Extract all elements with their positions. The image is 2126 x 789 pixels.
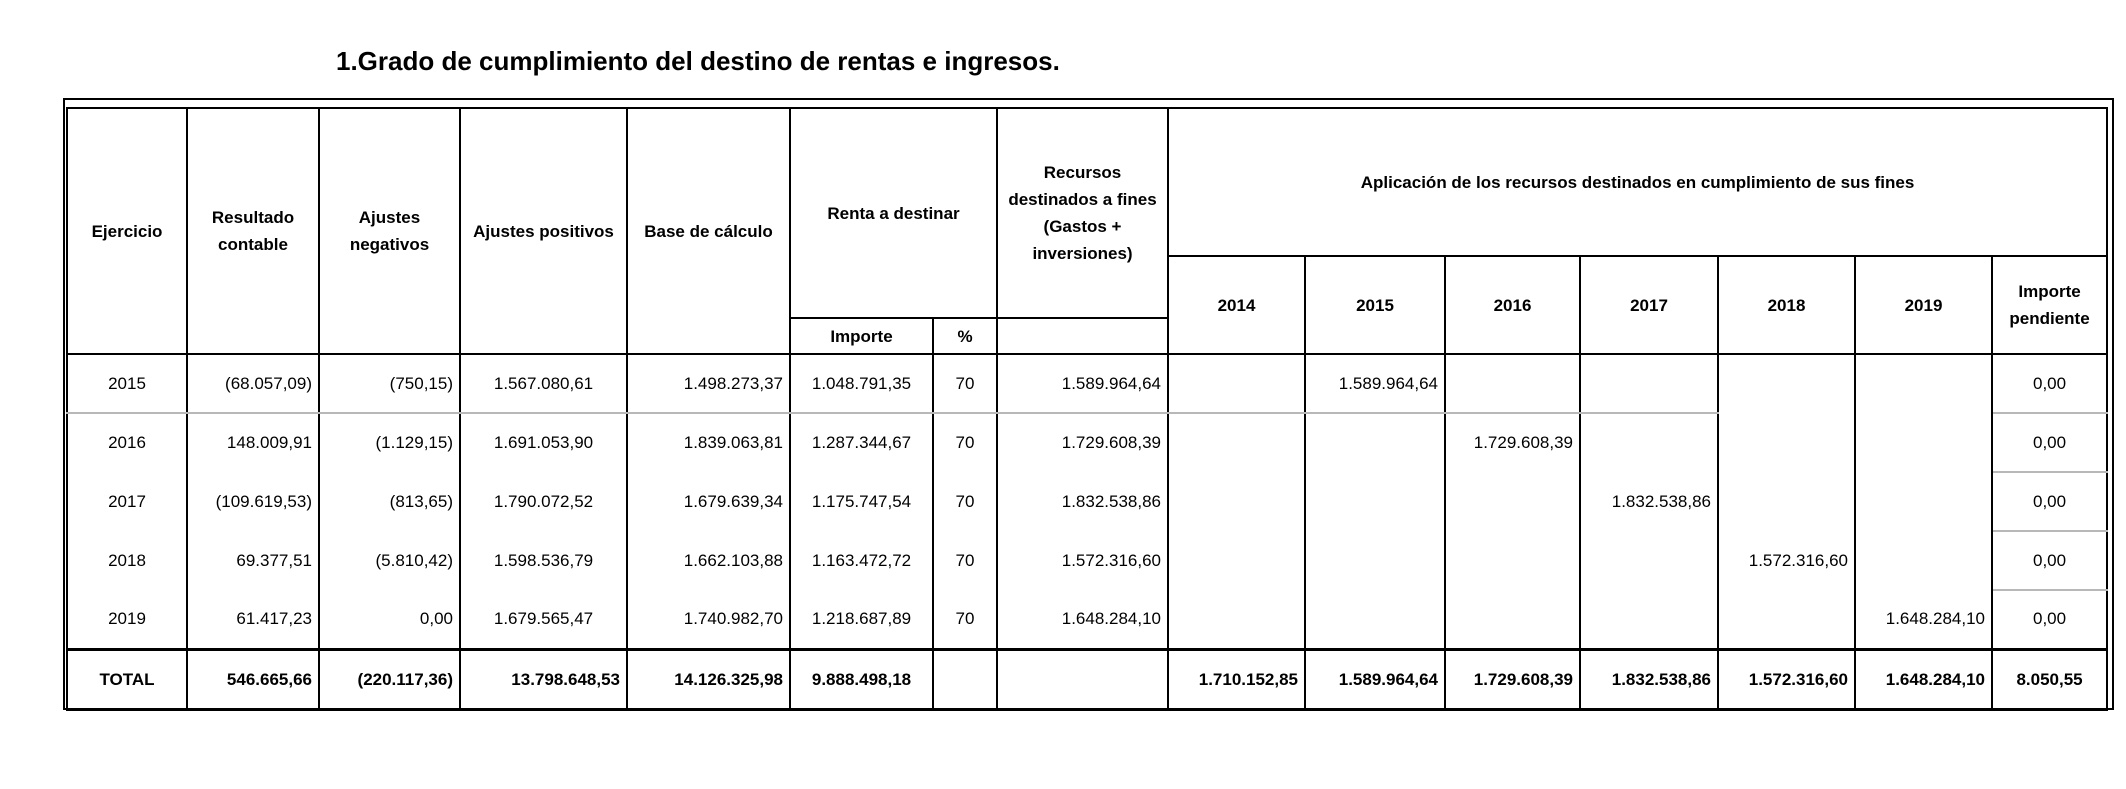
cell-aplic-2014 (1168, 590, 1305, 649)
cell-aplic-2019: 1.648.284,10 (1855, 590, 1992, 649)
header-recursos-blank (997, 318, 1168, 354)
cell-base: 1.740.982,70 (627, 590, 790, 649)
cell-aplic-2015: 1.589.964,64 (1305, 354, 1445, 413)
table-row (67, 472, 2107, 531)
cell-importe: 1.163.472,72 (790, 531, 933, 590)
cell-resultado: 69.377,51 (187, 531, 319, 590)
cell-ajustes-neg: 0,00 (319, 590, 460, 649)
table-row (67, 590, 2107, 649)
cell-pendiente: 0,00 (1992, 354, 2107, 413)
cell-pct: 70 (933, 531, 997, 590)
cell-ajustes-pos: 1.691.053,90 (460, 413, 627, 472)
cell-resultado: 61.417,23 (187, 590, 319, 649)
header-year-2015: 2015 (1305, 256, 1445, 354)
cell-ejercicio: 2017 (67, 472, 187, 531)
table-row (67, 413, 2107, 472)
cell-recursos: 1.729.608,39 (997, 413, 1168, 472)
cell-pct: 70 (933, 413, 997, 472)
cell-aplic-2018: 1.572.316,60 (1718, 531, 1855, 590)
cell-ajustes-pos: 1.790.072,52 (460, 472, 627, 531)
cell-aplic-2019 (1855, 531, 1992, 590)
cell-resultado: (68.057,09) (187, 354, 319, 413)
total-aplic-2018: 1.572.316,60 (1718, 649, 1855, 710)
cell-base: 1.839.063,81 (627, 413, 790, 472)
cell-aplic-2015 (1305, 531, 1445, 590)
cell-aplic-2016 (1445, 354, 1580, 413)
cell-aplic-2014 (1168, 472, 1305, 531)
cell-aplic-2016: 1.729.608,39 (1445, 413, 1580, 472)
cell-ejercicio: 2019 (67, 590, 187, 649)
total-recursos-blank (997, 649, 1168, 710)
total-aplic-2015: 1.589.964,64 (1305, 649, 1445, 710)
cell-recursos: 1.589.964,64 (997, 354, 1168, 413)
cell-aplic-2015 (1305, 590, 1445, 649)
cell-recursos: 1.832.538,86 (997, 472, 1168, 531)
cell-aplic-2017: 1.832.538,86 (1580, 472, 1718, 531)
header-ajustes-positivos: Ajustes positivos (460, 108, 627, 354)
header-aplicacion-recursos: Aplicación de los recursos destinados en cumplimiento de sus fines (1168, 108, 2107, 256)
total-base: 14.126.325,98 (627, 649, 790, 710)
header-base-calculo: Base de cálculo (627, 108, 790, 354)
header-year-2018: 2018 (1718, 256, 1855, 354)
cell-aplic-2017 (1580, 590, 1718, 649)
cell-aplic-2016 (1445, 472, 1580, 531)
cell-aplic-2018 (1718, 590, 1855, 649)
cell-importe: 1.175.747,54 (790, 472, 933, 531)
cell-pct: 70 (933, 354, 997, 413)
cell-ajustes-pos: 1.679.565,47 (460, 590, 627, 649)
table-row (67, 531, 2107, 590)
cell-aplic-2015 (1305, 413, 1445, 472)
cell-ajustes-pos: 1.567.080,61 (460, 354, 627, 413)
cell-ejercicio: 2018 (67, 531, 187, 590)
cell-importe: 1.218.687,89 (790, 590, 933, 649)
cell-ajustes-neg: (750,15) (319, 354, 460, 413)
cell-resultado: (109.619,53) (187, 472, 319, 531)
cell-recursos: 1.572.316,60 (997, 531, 1168, 590)
cell-importe: 1.287.344,67 (790, 413, 933, 472)
cell-aplic-2014 (1168, 413, 1305, 472)
total-resultado: 546.665,66 (187, 649, 319, 710)
cell-ajustes-neg: (813,65) (319, 472, 460, 531)
cell-recursos: 1.648.284,10 (997, 590, 1168, 649)
header-resultado-contable: Resultado contable (187, 108, 319, 354)
cell-pendiente: 0,00 (1992, 531, 2107, 590)
total-pct-blank (933, 649, 997, 710)
header-year-2016: 2016 (1445, 256, 1580, 354)
cell-pendiente: 0,00 (1992, 472, 2107, 531)
total-pendiente: 8.050,55 (1992, 649, 2107, 710)
cell-resultado: 148.009,91 (187, 413, 319, 472)
cell-pendiente: 0,00 (1992, 413, 2107, 472)
cell-ajustes-neg: (5.810,42) (319, 531, 460, 590)
cell-aplic-2018 (1718, 413, 1855, 472)
cell-aplic-2016 (1445, 531, 1580, 590)
destino-rentas-table (66, 107, 2108, 711)
cell-aplic-2017 (1580, 354, 1718, 413)
total-aplic-2017: 1.832.538,86 (1580, 649, 1718, 710)
cell-aplic-2017 (1580, 413, 1718, 472)
cell-aplic-2018 (1718, 472, 1855, 531)
header-porcentaje: % (933, 318, 997, 354)
cell-aplic-2017 (1580, 531, 1718, 590)
cell-aplic-2019 (1855, 472, 1992, 531)
cell-aplic-2014 (1168, 531, 1305, 590)
cell-aplic-2014 (1168, 354, 1305, 413)
cell-pct: 70 (933, 590, 997, 649)
total-aplic-2014: 1.710.152,85 (1168, 649, 1305, 710)
total-aplic-2016: 1.729.608,39 (1445, 649, 1580, 710)
header-importe: Importe (790, 318, 933, 354)
cell-ajustes-pos: 1.598.536,79 (460, 531, 627, 590)
table-row (67, 354, 2107, 413)
total-ajustes-pos: 13.798.648,53 (460, 649, 627, 710)
cell-aplic-2019 (1855, 354, 1992, 413)
total-row (67, 649, 2107, 710)
cell-base: 1.679.639,34 (627, 472, 790, 531)
total-aplic-2019: 1.648.284,10 (1855, 649, 1992, 710)
header-importe-pendiente: Importe pendiente (1992, 256, 2107, 354)
cell-base: 1.498.273,37 (627, 354, 790, 413)
cell-aplic-2019 (1855, 413, 1992, 472)
header-year-2017: 2017 (1580, 256, 1718, 354)
header-year-2014: 2014 (1168, 256, 1305, 354)
cell-pct: 70 (933, 472, 997, 531)
total-label: TOTAL (67, 649, 187, 710)
header-ajustes-negativos: Ajustes negativos (319, 108, 460, 354)
cell-ejercicio: 2015 (67, 354, 187, 413)
cell-aplic-2016 (1445, 590, 1580, 649)
cell-aplic-2018 (1718, 354, 1855, 413)
total-importe: 9.888.498,18 (790, 649, 933, 710)
cell-ejercicio: 2016 (67, 413, 187, 472)
header-year-2019: 2019 (1855, 256, 1992, 354)
cell-aplic-2015 (1305, 472, 1445, 531)
page-title: 1.Grado de cumplimiento del destino de rentas e ingresos. (336, 46, 1060, 76)
header-ejercicio: Ejercicio (67, 108, 187, 354)
cell-pendiente: 0,00 (1992, 590, 2107, 649)
cell-importe: 1.048.791,35 (790, 354, 933, 413)
header-renta-destinar: Renta a destinar (790, 108, 997, 318)
cell-base: 1.662.103,88 (627, 531, 790, 590)
header-recursos-destinados: Recursos destinados a fines (Gastos + inversiones) (997, 108, 1168, 318)
total-ajustes-neg: (220.117,36) (319, 649, 460, 710)
cell-ajustes-neg: (1.129,15) (319, 413, 460, 472)
